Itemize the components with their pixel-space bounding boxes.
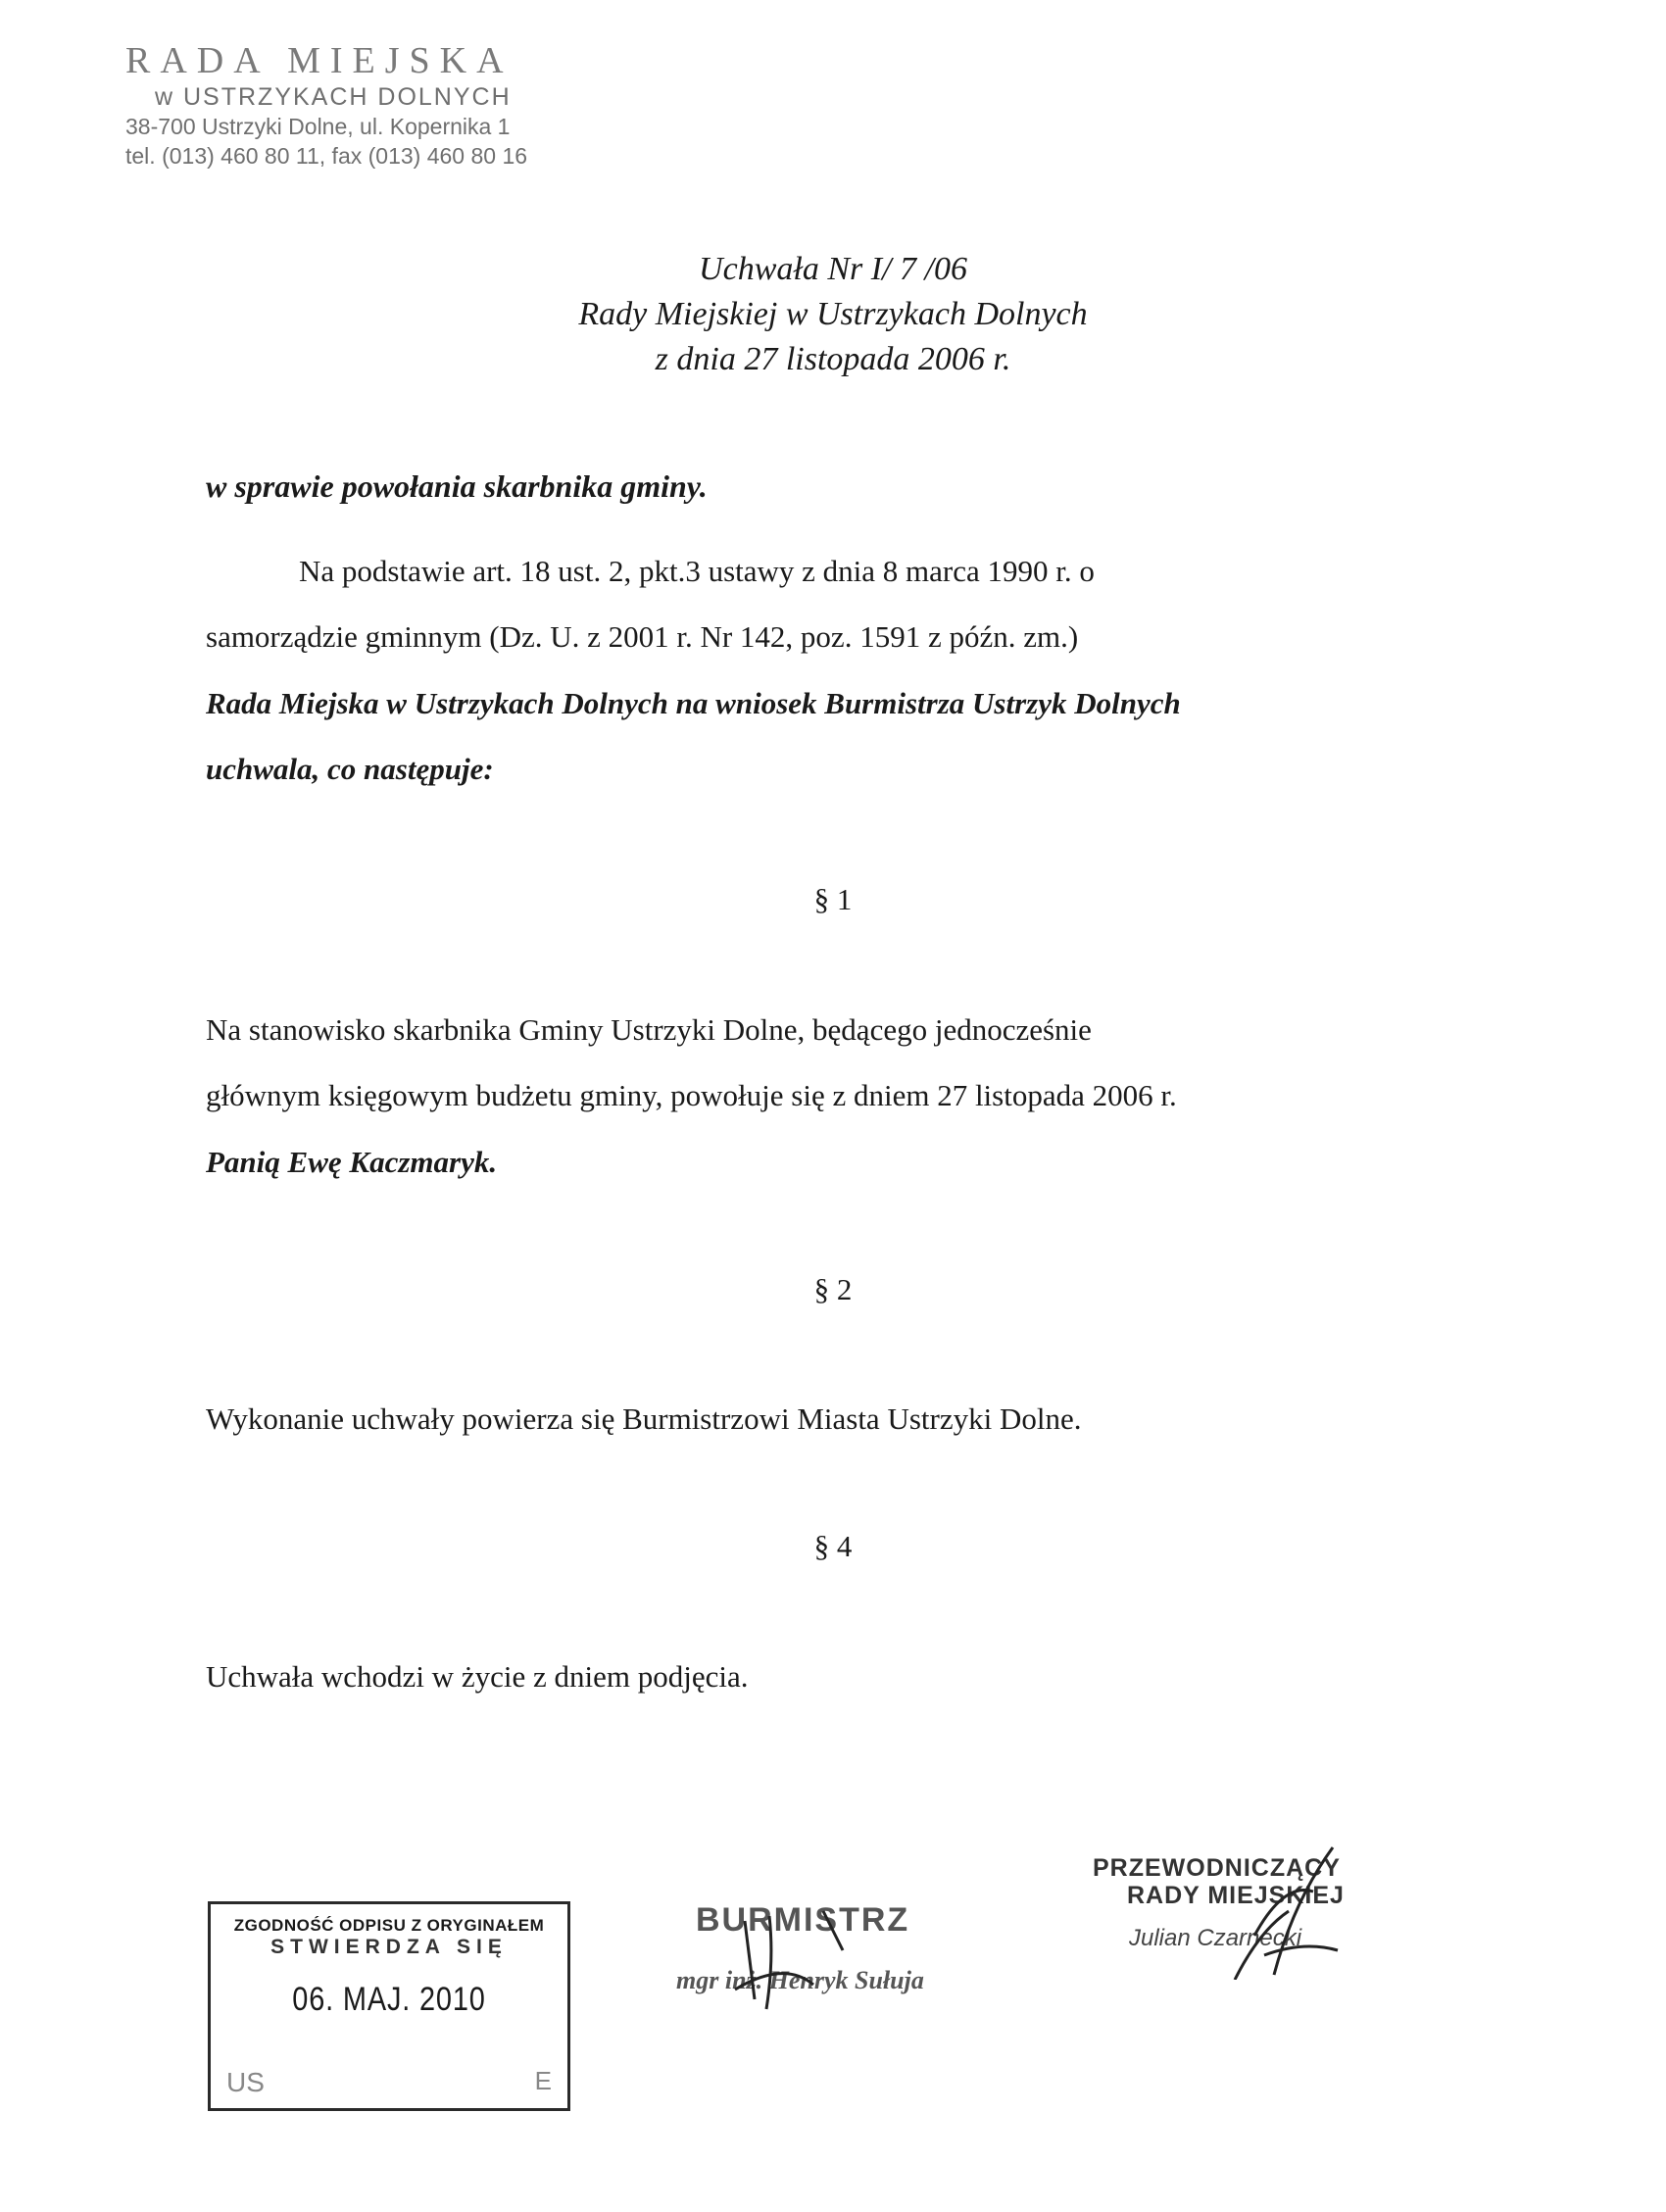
copy-stamp-bottom-right: E [534,2066,552,2095]
stamp-org-name: RADA MIEJSKA [125,40,514,81]
copy-stamp-bottom-left: US [226,2067,265,2097]
title-date: z dnia 27 listopada 2006 r. [655,341,1011,377]
chairman-signature [1088,1843,1411,1980]
mayor-signature [676,1892,990,2019]
stamp-city: w USTRZYKACH DOLNYCH [155,83,512,111]
mayor-stamp [676,1892,990,2019]
title-number: Uchwała Nr I/ 7 /06 [699,251,967,287]
copy-stamp-date: 06. MAJ. 2010 [292,1981,486,2018]
mayor-stamp-title: BURMISTRZ [696,1901,910,1939]
certified-copy-stamp [208,1901,570,2111]
preamble-line-3: Rada Miejska w Ustrzykach Dolnych na wniosek Burmistrza Ustrzyk Dolnych [206,686,1181,720]
section-2-text: Wykonanie uchwały powierza się Burmistrzowi Miasta Ustrzyki Dolne. [206,1401,1082,1436]
section-1-symbol: § 1 [813,882,853,916]
preamble-line-4: uchwala, co następuje: [206,752,494,786]
title-council: Rady Miejskiej w Ustrzykach Dolnych [578,296,1088,332]
chairman-stamp-title-2: RADY MIEJSKIEJ [1127,1882,1345,1909]
section-4-text: Uchwała wchodzi w życie z dniem podjęcia. [206,1659,749,1694]
resolution-subject: w sprawie powołania skarbnika gminy. [206,468,708,504]
stamp-phone: tel. (013) 460 80 11, fax (013) 460 80 16 [125,143,528,169]
section-1-line-2: głównym księgowym budżetu gminy, powołuje się z dniem 27 listopada 2006 r. [206,1078,1177,1112]
section-2-symbol: § 2 [813,1272,853,1306]
mayor-stamp-name: mgr inż. Henryk Sułuja [676,1966,924,1994]
chairman-stamp [1088,1843,1411,1980]
preamble-line-2: samorządzie gminnym (Dz. U. z 2001 r. Nr 142, poz. 1591 z późn. zm.) [206,619,1079,654]
section-4-symbol: § 4 [813,1529,853,1563]
copy-stamp-line-2: STWIERDZA SIĘ [270,1936,508,1958]
chairman-stamp-name: Julian Czarnecki [1129,1925,1302,1951]
section-1-appointee: Panią Ewę Kaczmaryk. [206,1145,498,1179]
preamble-line-1: Na podstawie art. 18 ust. 2, pkt.3 ustawy z dnia 8 marca 1990 r. o [299,554,1095,588]
chairman-stamp-title-1: PRZEWODNICZĄCY [1093,1854,1341,1882]
stamp-address: 38-700 Ustrzyki Dolne, ul. Kopernika 1 [125,114,511,139]
section-1-line-1: Na stanowisko skarbnika Gminy Ustrzyki Dolne, będącego jednocześnie [206,1012,1092,1047]
copy-stamp-line-1: ZGODNOŚĆ ODPISU Z ORYGINAŁEM [233,1916,545,1935]
resolution-title [0,247,1666,382]
council-header-stamp [125,39,586,171]
